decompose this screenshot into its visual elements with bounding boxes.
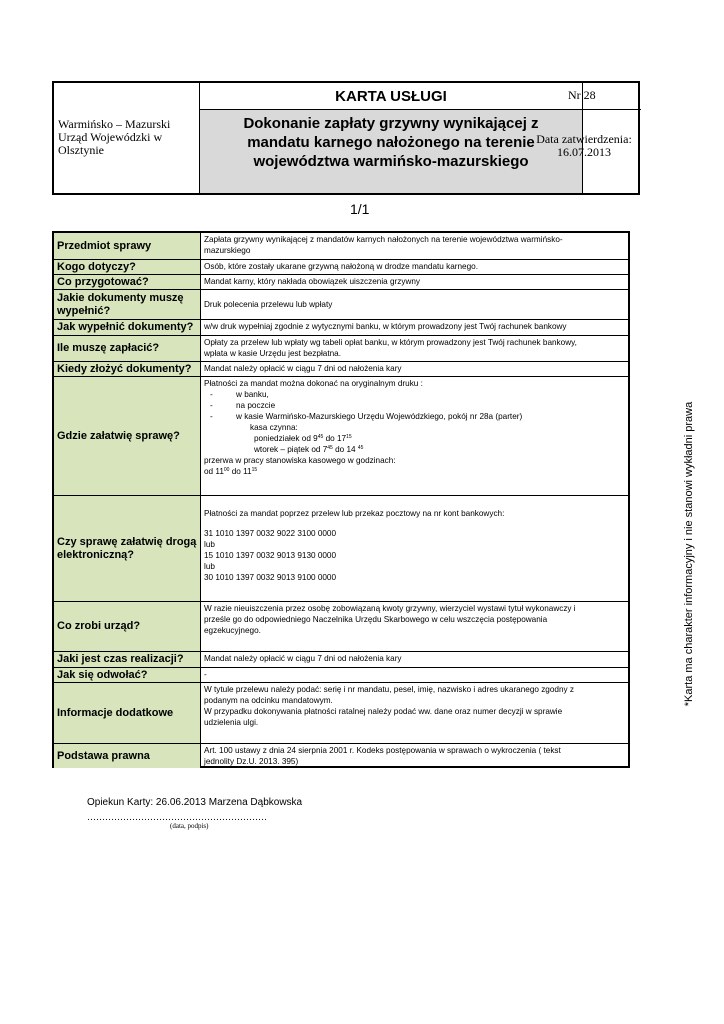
row-kogo bbox=[54, 260, 628, 275]
side-note-text: *Karta ma charakter informacyjny i nie stanowi wykładni prawa bbox=[683, 401, 695, 707]
option-text: w kasie Warmińsko-Mazurskiego Urzędu Wojewódzkiego, pokój nr 28a (parter) bbox=[236, 412, 523, 421]
row-value bbox=[201, 377, 628, 495]
hours-text: wtorek – piątek od 7 bbox=[254, 445, 328, 454]
kasa-label: kasa czynna: bbox=[250, 423, 298, 432]
value-line: W razie nieuiszczenia przez osobę zobowiązaną kwoty grzywny, wierzyciel wystawi tytuł wykonawczy i bbox=[204, 604, 576, 613]
row-label: Jak się odwołać? bbox=[54, 668, 201, 682]
row-label: Co przygotować? bbox=[54, 275, 201, 289]
subtitle-line: mandatu karnego nałożonego na terenie bbox=[247, 134, 535, 151]
option-item: - na poczcie bbox=[210, 401, 276, 410]
row-odwolac bbox=[54, 668, 628, 683]
hours-line bbox=[204, 433, 625, 444]
value-line: Płatności za mandat poprzez przelew lub przekaz pocztowy na nr kont bankowych: bbox=[204, 509, 505, 518]
signature-line: …………………………………………………… bbox=[87, 812, 267, 822]
card-keeper: Opiekun Karty: 26.06.2013 Marzena Dąbkowska bbox=[87, 797, 303, 808]
row-value bbox=[201, 290, 628, 319]
row-label: Jaki jest czas realizacji? bbox=[54, 652, 201, 667]
approval-date: 16.07.2013 bbox=[557, 145, 611, 159]
row-label: Kogo dotyczy? bbox=[54, 260, 201, 274]
row-value bbox=[201, 320, 628, 335]
value-line: Mandat należy opłacić w ciągu 7 dni od nałożenia kary bbox=[204, 364, 402, 373]
value-line: - bbox=[204, 670, 207, 679]
service-table bbox=[52, 231, 630, 768]
option-text: w banku, bbox=[236, 390, 269, 399]
break-text: do 11 bbox=[229, 467, 252, 476]
approval-date-block bbox=[528, 133, 640, 159]
title-cell bbox=[200, 83, 582, 193]
value-line: Zapłata grzywny wynikającej z mandatów karnych nałożonych na terenie województwa warmińsko- bbox=[204, 235, 563, 244]
value-line: egzekucyjnego. bbox=[204, 626, 261, 635]
hours-text: do 14 bbox=[332, 445, 358, 454]
break-sup: 15 bbox=[251, 467, 258, 473]
value-line: Płatności za mandat można dokonać na oryginalnym druku : bbox=[204, 379, 423, 388]
value-line: wpłata w kasie Urzędu jest bezpłatna. bbox=[204, 349, 341, 358]
row-podstawa bbox=[54, 744, 628, 768]
row-label: Jakie dokumenty muszę wypełnić? bbox=[54, 290, 201, 319]
value-line: W przypadku dokonywania płatności ratalnej należy podać ww. dane oraz numer decyzji w sprawie bbox=[204, 707, 563, 716]
row-label: Czy sprawę załatwię drogą elektroniczną? bbox=[54, 496, 201, 601]
row-urzad bbox=[54, 602, 628, 652]
card-title: KARTA USŁUGI bbox=[200, 83, 582, 110]
hours-line bbox=[204, 444, 625, 455]
office-name bbox=[58, 118, 170, 157]
value-line: W tytule przelewu należy podać: serię i nr mandatu, pesel, imię, nazwisko i adres ukaranego zgodny z bbox=[204, 685, 574, 694]
card-subtitle bbox=[200, 110, 582, 193]
hours-text: poniedziałek od 9 bbox=[254, 434, 318, 443]
row-value bbox=[201, 683, 628, 743]
row-value bbox=[201, 744, 628, 768]
option-text: na poczcie bbox=[236, 401, 276, 410]
value-line: Osób, które zostały ukarane grzywną nałożoną w drodze mandatu karnego. bbox=[204, 262, 478, 271]
row-value bbox=[201, 668, 628, 682]
row-label: Co zrobi urząd? bbox=[54, 602, 201, 651]
hours-sup: 15 bbox=[346, 434, 352, 440]
side-note bbox=[680, 384, 698, 724]
value-line: Opłaty za przelew lub wpłaty wg tabeli opłat banku, w którym prowadzony jest Twój rachunek bankowy, bbox=[204, 338, 577, 347]
office-cell bbox=[54, 83, 200, 193]
break-line bbox=[204, 466, 625, 477]
row-label: Podstawa prawna bbox=[54, 744, 201, 768]
row-gdzie bbox=[54, 377, 628, 496]
hours-sup: 45 bbox=[357, 445, 364, 451]
value-line: podanym na odcinku mandatowym. bbox=[204, 696, 333, 705]
account-number: 30 1010 1397 0032 9013 9100 0000 bbox=[204, 573, 337, 582]
row-wypelnic bbox=[54, 320, 628, 336]
row-value bbox=[201, 275, 628, 289]
office-line: Urząd Wojewódzki w bbox=[58, 130, 163, 144]
row-czas bbox=[54, 652, 628, 668]
row-label: Jak wypełnić dokumenty? bbox=[54, 320, 201, 335]
value-line: Art. 100 ustawy z dnia 24 sierpnia 2001 r. Kodeks postępowania w sprawach o wykroczenia ( tekst bbox=[204, 746, 561, 755]
account-number: 15 1010 1397 0032 9013 9130 0000 bbox=[204, 551, 337, 560]
row-label: Informacje dodatkowe bbox=[54, 683, 201, 743]
row-label: Gdzie załatwię sprawę? bbox=[54, 377, 201, 495]
row-label: Przedmiot sprawy bbox=[54, 233, 201, 259]
row-kiedy bbox=[54, 362, 628, 377]
row-value bbox=[201, 362, 628, 376]
account-separator: lub bbox=[204, 562, 215, 571]
value-line: udzielenia ulgi. bbox=[204, 718, 259, 727]
break-label: przerwa w pracy stanowiska kasowego w godzinach: bbox=[204, 456, 396, 465]
row-elektronicznie bbox=[54, 496, 628, 602]
row-label: Kiedy złożyć dokumenty? bbox=[54, 362, 201, 376]
value-line: jednolity Dz.U. 2013. 395) bbox=[204, 757, 299, 766]
row-value bbox=[201, 233, 628, 259]
hours-sup: 45 bbox=[317, 434, 324, 440]
row-label: Ile muszę zapłacić? bbox=[54, 336, 201, 361]
subtitle-line: województwa warmińsko-mazurskiego bbox=[253, 153, 529, 170]
value-line: w/w druk wypełniaj zgodnie z wytycznymi banku, w którym prowadzony jest Twój rachunek bankowy bbox=[204, 322, 567, 331]
row-przedmiot bbox=[54, 233, 628, 260]
row-zaplacic bbox=[54, 336, 628, 362]
option-item: - w kasie Warmińsko-Mazurskiego Urzędu Wojewódzkiego, pokój nr 28a (parter) bbox=[210, 412, 523, 421]
break-sup: 00 bbox=[223, 467, 230, 473]
account-separator: lub bbox=[204, 540, 215, 549]
office-line: Warmińsko – Mazurski bbox=[58, 117, 171, 131]
break-text: od 11 bbox=[204, 467, 224, 476]
row-informacje bbox=[54, 683, 628, 744]
account-number: 31 1010 1397 0032 9022 3100 0000 bbox=[204, 529, 337, 538]
row-dokumenty bbox=[54, 290, 628, 320]
card-number: Nr 28 bbox=[568, 88, 596, 102]
row-value bbox=[201, 260, 628, 274]
value-line: Druk polecenia przelewu lub wpłaty bbox=[204, 300, 333, 309]
row-value bbox=[201, 652, 628, 667]
page-number: 1/1 bbox=[350, 201, 370, 217]
row-value bbox=[201, 602, 628, 651]
row-value bbox=[201, 336, 628, 361]
value-line: prześle go do odpowiedniego Naczelnika Urzędu Skarbowego w celu wszczęcia postępowania bbox=[204, 615, 548, 624]
value-line: Mandat karny, który nakłada obowiązek uiszczenia grzywny bbox=[204, 277, 421, 286]
option-item: - w banku, bbox=[210, 390, 269, 399]
value-line: mazurskiego bbox=[204, 246, 251, 255]
office-line: Olsztynie bbox=[58, 143, 104, 157]
approval-label: Data zatwierdzenia: bbox=[536, 132, 632, 146]
subtitle-line: Dokonanie zapłaty grzywny wynikającej z bbox=[243, 115, 539, 132]
row-przygotowac bbox=[54, 275, 628, 290]
row-value bbox=[201, 496, 628, 601]
hours-text: do 17 bbox=[323, 434, 347, 443]
signature-caption: (data, podpis) bbox=[170, 822, 209, 830]
value-line: Mandat należy opłacić w ciągu 7 dni od nałożenia kary bbox=[204, 654, 402, 663]
hours-sup: 45 bbox=[327, 445, 333, 451]
